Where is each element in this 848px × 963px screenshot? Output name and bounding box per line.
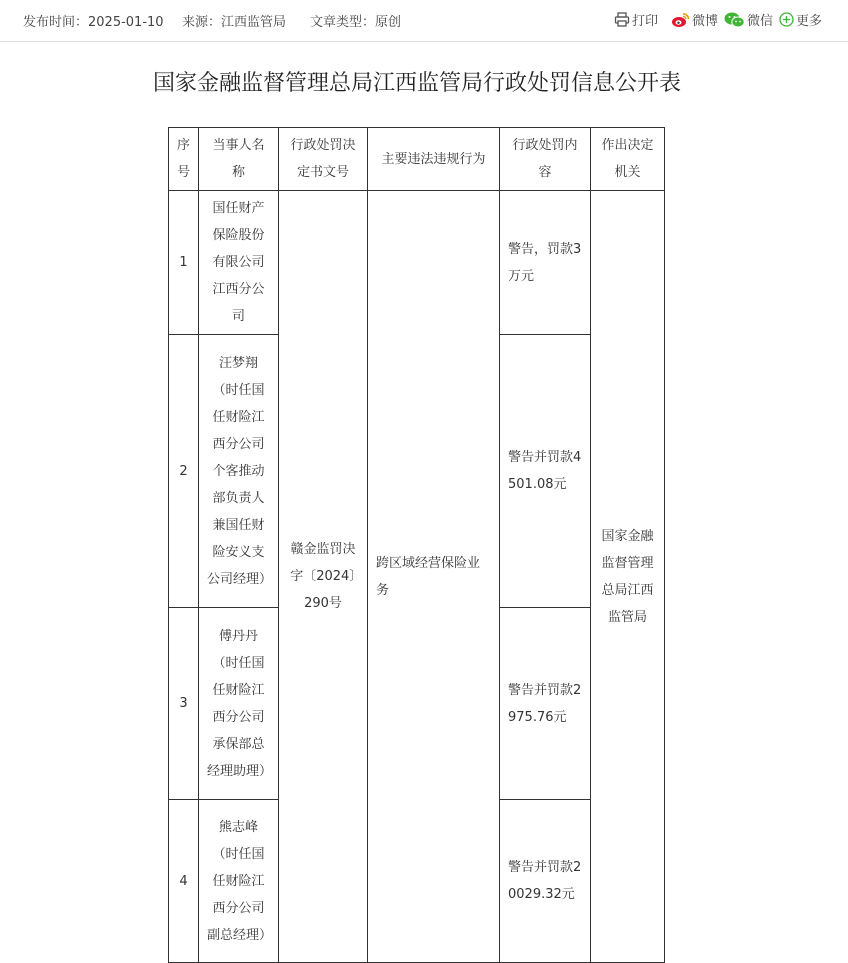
article-source: 来源：江西监管局 [182,15,287,30]
violation-cell: 跨区域经营保险业务 [368,191,500,963]
row-party: 熊志峰（时任国任财险江西分公司副总经理） [199,800,279,963]
header-content: 行政处罚内容 [500,128,591,191]
row-content: 警告并罚款2975.76元 [500,608,591,800]
row-seq: 4 [169,800,199,963]
authority-cell: 国家金融监督管理总局江西监管局 [591,191,665,963]
row-seq: 3 [169,608,199,800]
row-seq: 1 [169,191,199,335]
penalty-info-table [168,127,665,963]
row-party: 国任财产保险股份有限公司江西分公司 [199,191,279,335]
wechat-label: 微信 [747,14,774,29]
header-violation: 主要违法违规行为 [368,128,500,191]
printer-icon [614,12,632,27]
row-party: 傅丹丹（时任国任财险江西分公司承保部总经理助理） [199,608,279,800]
row-party: 汪梦翔（时任国任财险江西分公司个客推动部负责人兼国任财险安义支公司经理） [199,335,279,608]
more-label: 更多 [796,14,823,29]
print-button[interactable] [614,10,658,29]
weibo-label: 微博 [692,14,719,29]
header-party: 当事人名称 [199,128,279,191]
share-more-button[interactable] [779,10,822,29]
header-doc-no: 行政处罚决定书文号 [279,128,368,191]
article-type: 文章类型：原创 [310,15,402,30]
print-label: 打印 [632,14,659,29]
row-content: 警告并罚款4501.08元 [500,335,591,608]
header-authority: 作出决定机关 [591,128,665,191]
share-weibo-button[interactable] [671,10,718,29]
doc-number-cell: 赣金监罚决字〔2024〕290号 [279,191,368,963]
page-title: 国家金融监督管理总局江西监管局行政处罚信息公开表 [152,71,681,96]
row-content: 警告，罚款3万元 [500,191,591,335]
row-content: 警告并罚款20029.32元 [500,800,591,963]
header-seq: 序号 [169,128,199,191]
table-header-row [169,128,665,191]
plus-circle-icon [779,12,796,27]
row-seq: 2 [169,335,199,608]
publish-date: 发布时间：2025-01-10 [23,15,164,30]
share-wechat-button[interactable] [724,10,773,29]
table-row [169,191,665,335]
wechat-icon [724,12,747,28]
article-meta-bar [0,0,848,42]
weibo-icon [671,12,692,28]
